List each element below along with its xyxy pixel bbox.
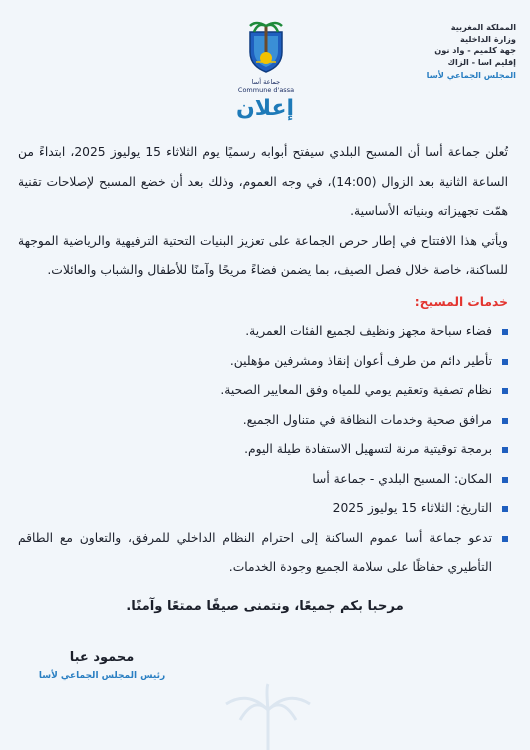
bullet-icon — [502, 506, 508, 512]
bullet-icon — [502, 359, 508, 365]
list-item: نظام تصفية وتعقيم يومي للمياه وفق المعايير الصحية. — [18, 376, 508, 406]
header-council: المجلس الجماعي لأسا — [426, 70, 516, 80]
header-line-ministry: وزارة الداخلية — [460, 33, 516, 44]
bullet-icon — [502, 418, 508, 424]
services-list — [18, 317, 508, 583]
closing-message: مرحبا بكم جميعًا، ونتمنى صيفًا ممتعًا وآمنًا. — [126, 599, 404, 614]
bullet-icon — [502, 477, 508, 483]
bullet-icon — [502, 447, 508, 453]
commune-logo-icon — [238, 18, 294, 74]
paragraph-context: ويأتي هذا الافتتاح في إطار حرص الجماعة على تعزيز البنيات التحتية الترفيهية والرياضية الموجهة للساكنة، خاصة خلال فصل الصيف، بما يضمن فضاءً مريحًا وآمنًا للأطفال والشباب والعائلات. — [18, 233, 508, 277]
palm-watermark-icon — [218, 680, 318, 750]
ministry-header — [406, 22, 516, 82]
signer-role: رئيس المجلس الجماعي لأسا — [38, 671, 166, 681]
signer-name: محمود عبا — [69, 650, 135, 665]
bullet-icon — [502, 329, 508, 335]
list-item: مرافق صحية وخدمات النظافة في متناول الجميع. — [18, 406, 508, 436]
bullet-icon — [502, 388, 508, 394]
signature-block — [32, 650, 172, 681]
logo-caption — [228, 78, 304, 94]
list-item: المكان: المسبح البلدي - جماعة أسا — [18, 465, 508, 495]
header-line-kingdom: المملكة المغربية — [450, 22, 516, 32]
announcement-body — [18, 138, 508, 583]
logo-caption-ar: جماعة أسا — [251, 78, 281, 86]
list-item: تأطير دائم من طرف أعوان إنقاذ ومشرفين مؤهلين. — [18, 347, 508, 377]
header-line-region: جهة كلميم - واد نون — [434, 45, 516, 55]
announcement-title: إعلان — [235, 96, 295, 121]
logo-caption-fr: Commune d'assa — [237, 86, 295, 94]
list-item: برمجة توقيتية مرنة لتسهيل الاستفادة طيلة اليوم. — [18, 435, 508, 465]
bullet-icon — [502, 536, 508, 542]
list-item: التاريخ: الثلاثاء 15 يوليوز 2025 — [18, 494, 508, 524]
paragraph-opening: تُعلن جماعة أسا أن المسبح البلدي سيفتح أبوابه رسميًا يوم الثلاثاء 15 يوليوز 2025، ابتداءً من الساعة الثانية بعد الزوال (14:00)، في وجه العموم، وذلك بعد أن خضع المسبح لإصلاحات تقنية همّت تجهيزاته وبنياته الأساسية. — [18, 145, 509, 218]
services-heading: خدمات المسبح: — [414, 294, 508, 309]
header-line-province: إقليم اسا - الزاك — [447, 56, 516, 67]
list-item: فضاء سباحة مجهز ونظيف لجميع الفئات العمرية. — [18, 317, 508, 347]
list-item: تدعو جماعة أسا عموم الساكنة إلى احترام النظام الداخلي للمرفق، والتعاون مع الطاقم التأطيري حفاظًا على سلامة الجميع وجودة الخدمات. — [18, 524, 508, 583]
